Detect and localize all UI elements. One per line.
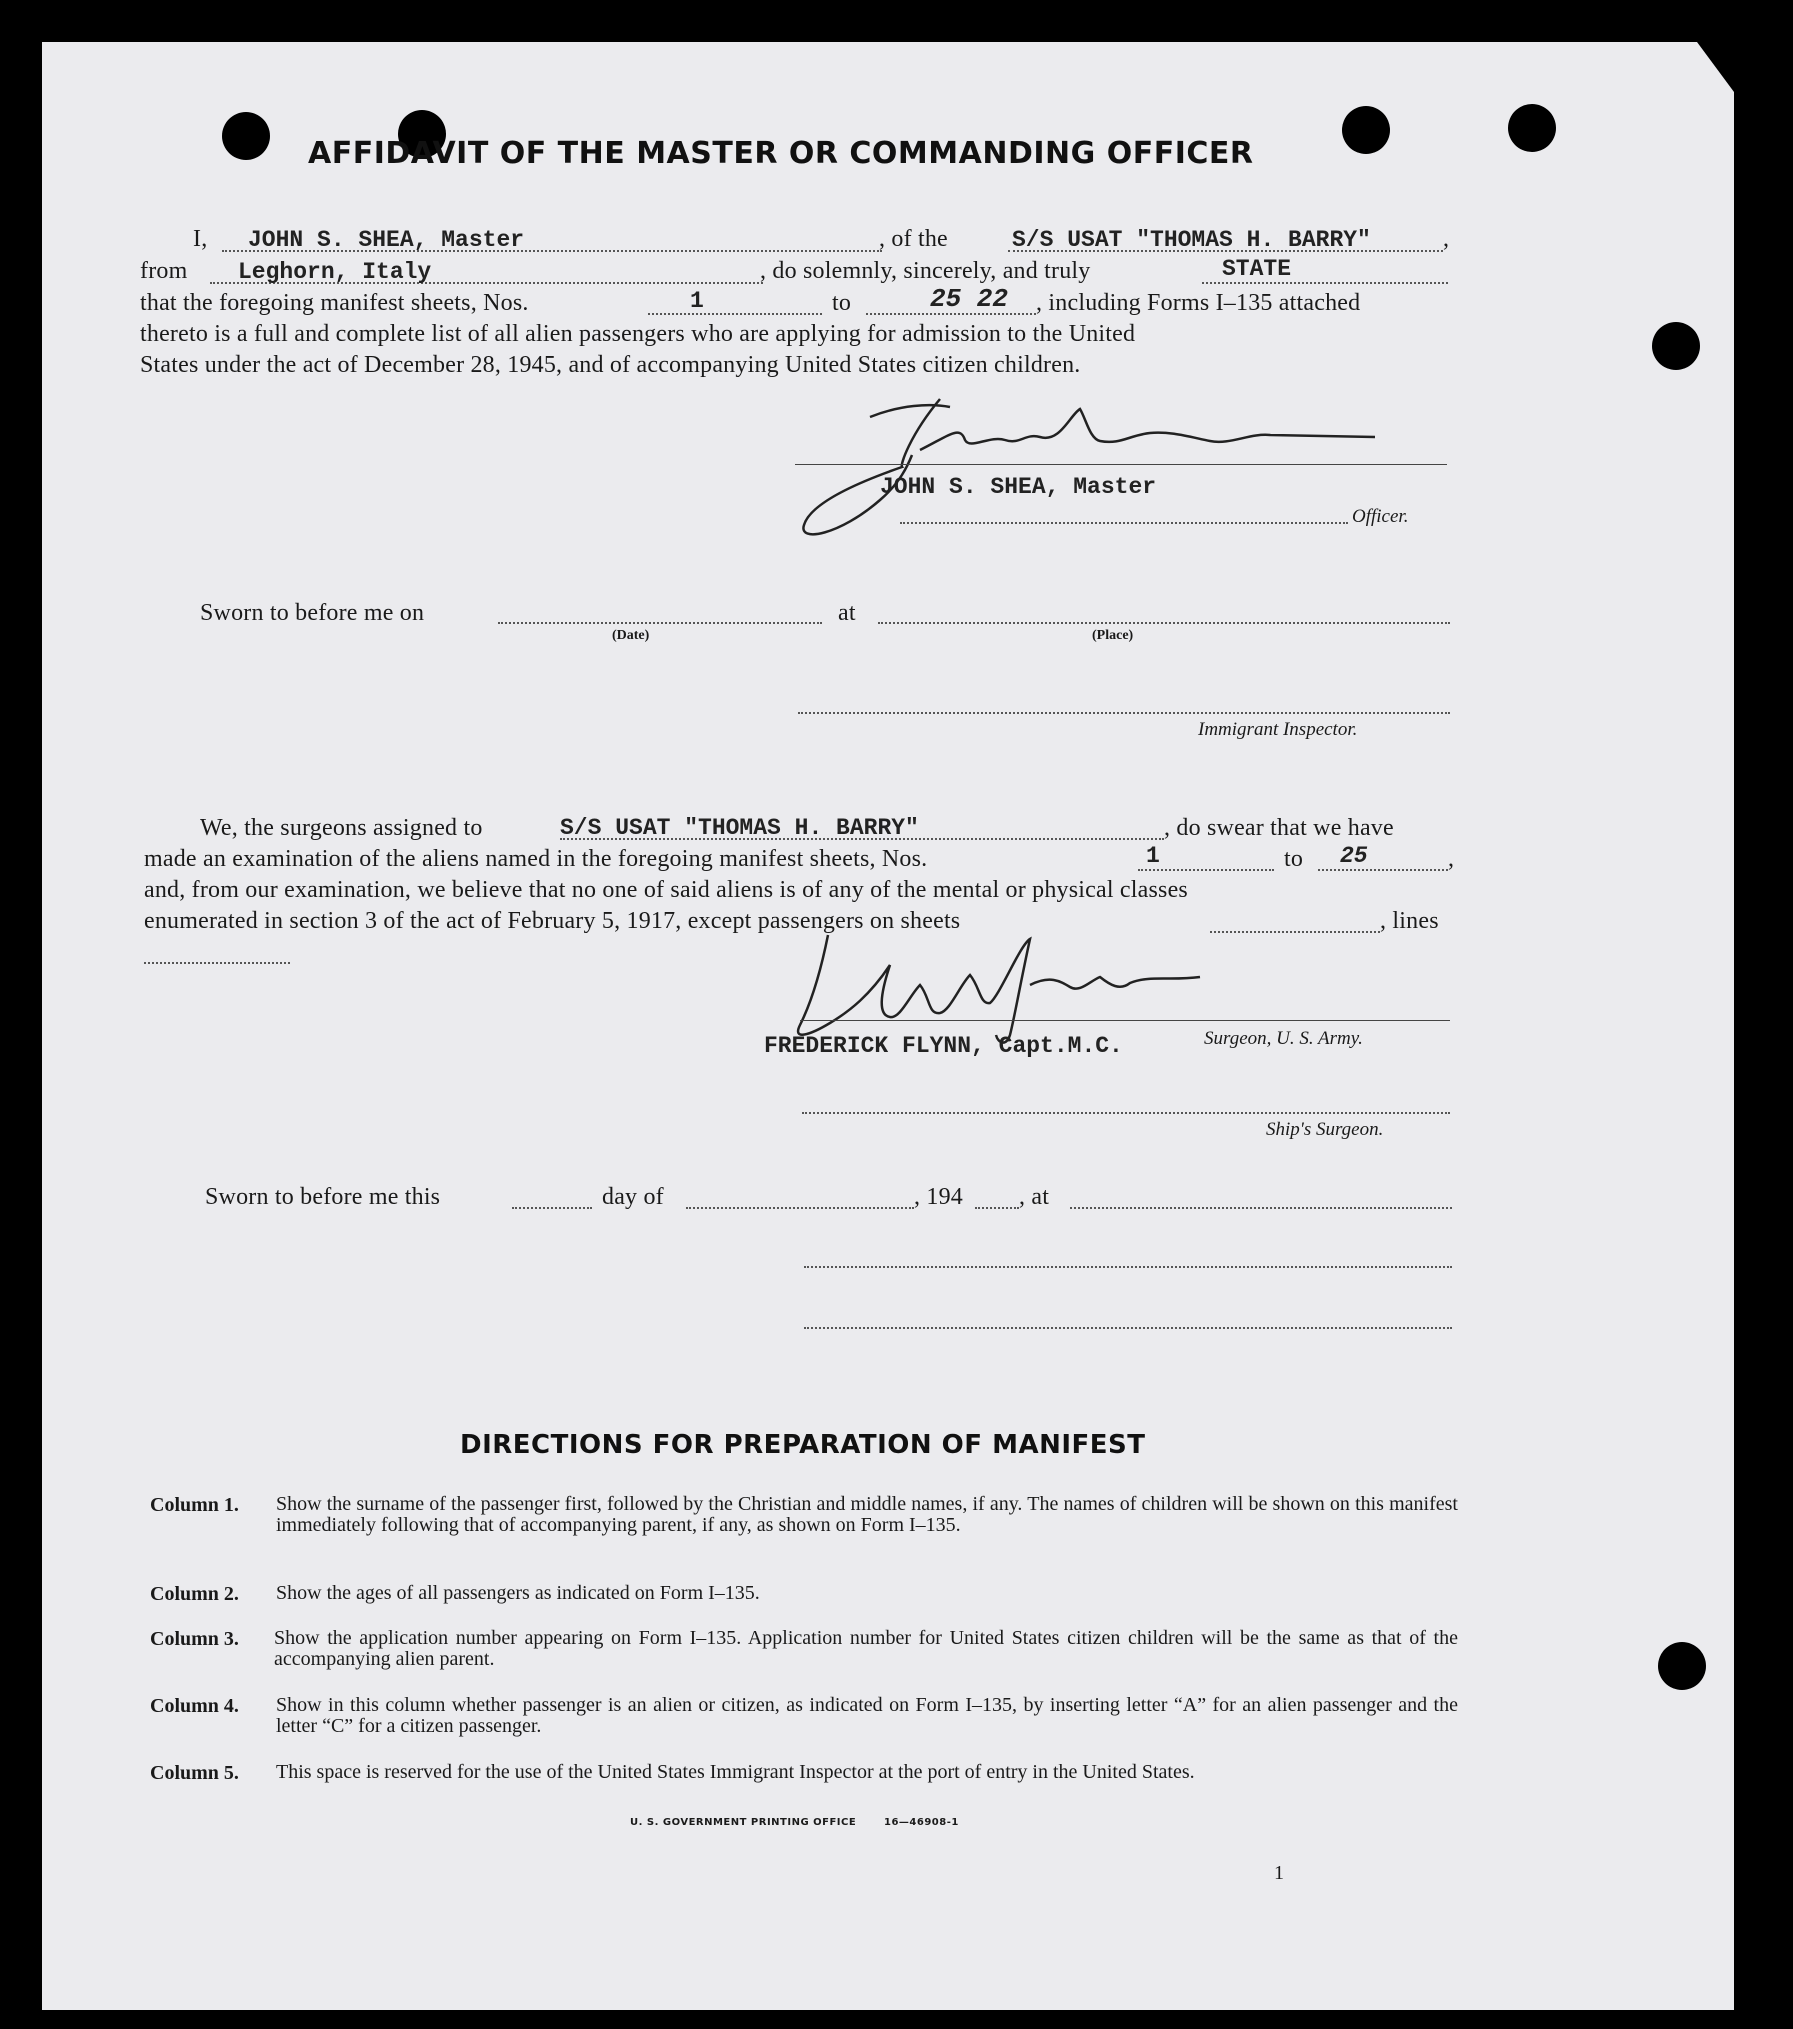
punch-hole [1342, 106, 1390, 154]
sworn-2-month-field [686, 1207, 914, 1209]
surgeon-signature-line [800, 1020, 1450, 1021]
master-signature-name: JOHN S. SHEA, Master [880, 474, 1157, 500]
surgeons-sheet-from-field [1138, 869, 1274, 871]
inspector-signature-field [798, 712, 1450, 714]
surgeons-do-swear: , do swear that we have [1164, 815, 1394, 841]
sheet-from-value: 1 [690, 288, 704, 314]
sworn-1-date-field [498, 622, 822, 624]
direction-text: Show the surname of the passenger first, followed by the Christian and middle names, if any. The names of children will be shown on this manifest immediately following that of accompanying parent, if any, as shown on Form I–135. [276, 1493, 1458, 1536]
punch-hole [222, 112, 270, 160]
inspector-label: Immigrant Inspector. [1198, 719, 1358, 740]
surgeons-to: to [1284, 846, 1304, 872]
sworn-2-officer-field-2 [804, 1327, 1452, 1329]
directions-title: DIRECTIONS FOR PREPARATION OF MANIFEST [460, 1430, 1146, 1460]
place-caption: (Place) [1092, 628, 1134, 643]
sworn-1-at: at [838, 600, 856, 626]
master-name-value: JOHN S. SHEA, Master [248, 227, 525, 253]
verb-field [1202, 282, 1448, 284]
affidavit-line-5: States under the act of December 28, 1945, and of accompanying United States citizen children. [140, 352, 1081, 378]
surgeons-made: made an examination of the aliens named in the foregoing manifest sheets, Nos. [144, 846, 928, 872]
direction-label: Column 5. [150, 1762, 239, 1784]
sworn-2-year-field [975, 1207, 1019, 1209]
direction-text: Show the ages of all passengers as indicated on Form I–135. [276, 1582, 760, 1604]
affidavit-line-4: thereto is a full and complete list of all alien passengers who are applying for admission to the United [140, 321, 1136, 347]
officer-field [900, 522, 1348, 524]
affidavit-of-the: , of the [879, 226, 948, 252]
sheet-from-field [648, 313, 822, 315]
surgeons-sheet-to-field [1318, 869, 1448, 871]
form-number: 16—46908-1 [884, 1817, 959, 1828]
surgeons-lines-field [144, 962, 290, 964]
sworn-1-place-field [878, 622, 1450, 624]
surgeon-name: FREDERICK FLYNN, Capt.M.C. [764, 1033, 1123, 1059]
sheet-to-value: 25 22 [930, 284, 1009, 314]
sworn-2-day-of: day of [602, 1184, 664, 1210]
direction-label: Column 1. [150, 1494, 239, 1516]
surgeons-line-3: and, from our examination, we believe that no one of said aliens is of any of the mental or physical classes [144, 877, 1188, 903]
ship-name-value: S/S USAT "THOMAS H. BARRY" [1012, 227, 1371, 253]
page-title: AFFIDAVIT OF THE MASTER OR COMMANDING OFFICER [308, 136, 1254, 171]
surgeon-label: Surgeon, U. S. Army. [1204, 1028, 1363, 1049]
sworn-2-at: , at [1019, 1184, 1050, 1210]
direction-text: Show in this column whether passenger is an alien or citizen, as indicated on Form I–135, by inserting letter “A” for an alien passenger and the letter “C” for a citizen passenger. [276, 1694, 1458, 1737]
affidavit-that: that the foregoing manifest sheets, Nos. [140, 290, 529, 316]
direction-text: Show the application number appearing on Form I–135. Application number for United States citizen children will be the same as that of the accompanying alien parent. [274, 1627, 1458, 1670]
master-signature-line [795, 464, 1447, 465]
surgeons-comma: , [1448, 846, 1455, 872]
sworn-2-text: Sworn to before me this [205, 1184, 441, 1210]
direction-label: Column 2. [150, 1583, 239, 1605]
sworn-2-officer-field-1 [804, 1266, 1452, 1268]
verb-value: STATE [1222, 256, 1292, 282]
printer-imprint: U. S. GOVERNMENT PRINTING OFFICE [630, 1817, 857, 1828]
affidavit-from: from [140, 258, 188, 284]
port-value: Leghorn, Italy [238, 259, 432, 285]
ship-surgeon-field [802, 1112, 1450, 1114]
sworn-2-day-field [512, 1207, 592, 1209]
surgeons-lines: , lines [1380, 908, 1439, 934]
officer-label: Officer. [1352, 506, 1409, 527]
affidavit-including: , including Forms I–135 attached [1036, 290, 1361, 316]
sworn-2-year: , 194 [914, 1184, 963, 1210]
page-mark: 1 [1274, 1862, 1285, 1884]
affidavit-do-solemnly: , do solemnly, sincerely, and truly [760, 258, 1091, 284]
affidavit-to: to [832, 290, 852, 316]
punch-hole [1508, 104, 1556, 152]
surgeons-sheet-from-value: 1 [1146, 843, 1160, 869]
ship-surgeon-label: Ship's Surgeon. [1266, 1119, 1384, 1140]
surgeons-line-4: enumerated in section 3 of the act of February 5, 1917, except passengers on sheets [144, 908, 961, 934]
affidavit-i: I, [193, 226, 208, 252]
affidavit-comma: , [1443, 226, 1450, 252]
surgeons-we: We, the surgeons assigned to [200, 815, 483, 841]
direction-label: Column 4. [150, 1695, 239, 1717]
sworn-1-text: Sworn to before me on [200, 600, 425, 626]
direction-label: Column 3. [150, 1628, 239, 1650]
punch-hole [1658, 1642, 1706, 1690]
surgeons-sheet-to-value: 25 [1340, 843, 1368, 869]
sworn-2-place-field [1070, 1207, 1452, 1209]
surgeons-ship-value: S/S USAT "THOMAS H. BARRY" [560, 815, 919, 841]
punch-hole [1652, 322, 1700, 370]
date-caption: (Date) [612, 628, 650, 643]
surgeons-sheets-field [1210, 931, 1380, 933]
direction-text: This space is reserved for the use of the United States Immigrant Inspector at the port of entry in the United States. [276, 1761, 1195, 1783]
